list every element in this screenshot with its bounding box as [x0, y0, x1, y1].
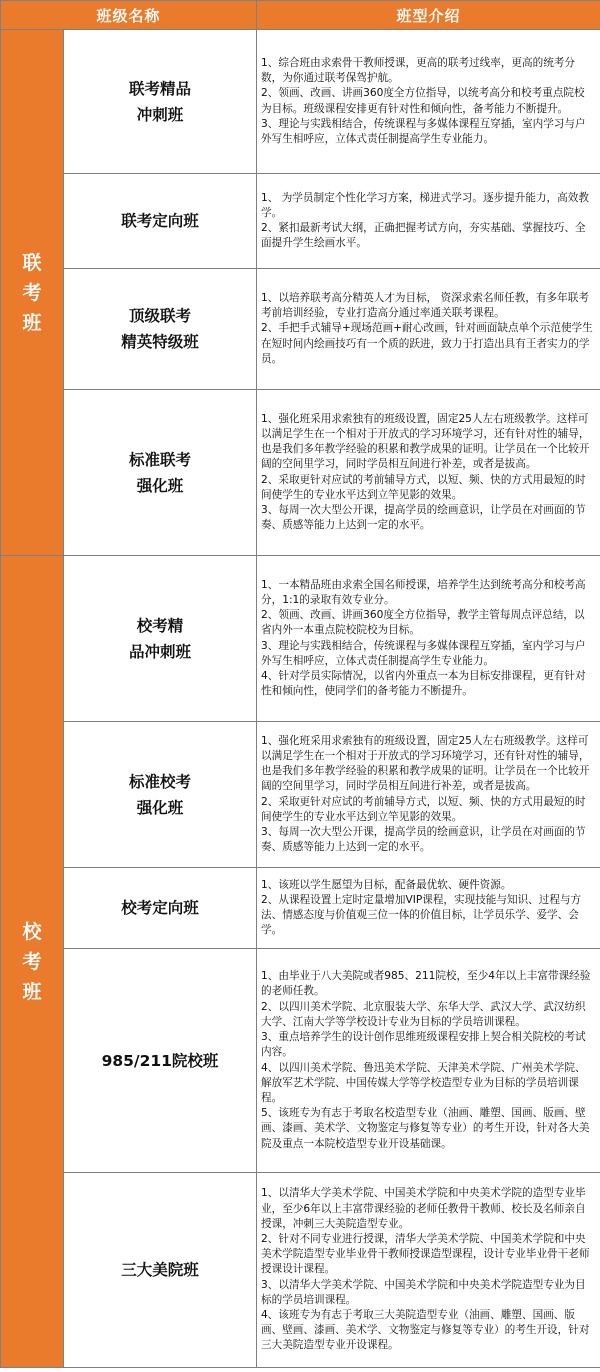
desc-line: 1、强化班采用求索独有的班级设置，固定25人左右班级教学。这样可以满足学生在一个相对于开放式的学习环境学习，还有针对性的辅导，也是我们多年教学经验的积累和教学成果的证明。让学员在一个比较开阔的空间里学习，同时学员相互间进行补差，或者是拔高。 [261, 412, 590, 471]
table-row [1, 1173, 600, 1368]
table-row [1, 30, 600, 174]
desc-line: 4、针对学员实际情况，以省内外重点一本为目标安排课程，更有针对性和倾向性，使同学们的备考能力不断提升。 [261, 669, 586, 698]
desc-line: 2、针对不同专业进行授课，清华大学美术学院、中国美术学院和中央美术学院造型专业毕业骨干教师授课造型课程，设计专业毕业骨干老师授课设计课程。 [261, 1232, 590, 1276]
desc-line: 1、强化班采用求索独有的班级设置，固定25人左右班级教学。这样可以满足学生在一个相对于开放式的学习环境学习，还有针对性的辅导，也是我们多年教学经验的积累和教学成果的证明。让学员在一个比较开阔的空间里学习，同时学员相互间进行补差，或者是拔高。 [261, 734, 590, 793]
table-row [1, 174, 600, 269]
class-name: 联考定向班 [64, 174, 257, 269]
desc-line: 2、领画、改画、讲画360度全方位指导，以统考高分和校考重点院校为目标。班级课程安排更有针对性和倾向性，备考能力不断提升。 [261, 87, 585, 115]
header-class-intro: 班型介绍 [257, 1, 600, 30]
table-row [1, 556, 600, 722]
table-row [1, 269, 600, 390]
class-name: 联考精品 冲刺班 [64, 30, 257, 174]
desc-line: 3、理论与实践相结合，传统课程与多媒体课程互穿插，室内学习与户外写生相呼应，立体式责任制提高学生专业能力。 [261, 639, 586, 667]
table-row [1, 722, 600, 868]
class-name: 顶级联考 精英特级班 [64, 269, 257, 390]
desc-line: 3、每周一次大型公开课，提高学员的绘画意识，让学员在对画面的节奏、质感等能力上达到一定的水平。 [261, 503, 586, 532]
class-description [257, 390, 600, 556]
class-description [257, 269, 600, 390]
header-class-name: 班级名称 [1, 1, 257, 30]
desc-line: 4、该班专为有志于考取三大美院造型专业（油画、雕塑、国画、版画、壁画、漆画、美术学、文物鉴定与修复等专业）的考生开设，针对三大美院造型专业开设课程。 [261, 1309, 590, 1352]
desc-line: 3、理论与实践相结合，传统课程与多媒体课程互穿插，室内学习与户外写生相呼应，立体式责任制提高学生专业能力。 [261, 117, 586, 145]
class-description [257, 174, 600, 269]
desc-line: 2、从课程设置上定时定量增加VIP课程，实现技能与知识、过程与方法、情感态度与价值观三位一体的价值目标，让学员乐学、爱学、会学。 [261, 893, 582, 937]
desc-line: 2、以四川美术学院、北京服装大学、东华大学、武汉大学、武汉纺织大学、江南大学等学校设计专业为目标的学员培训课程。 [261, 1000, 586, 1028]
class-description [257, 868, 600, 949]
class-name: 985/211院校班 [64, 949, 257, 1173]
desc-line: 3、重点培养学生的设计创作思维班级课程安排上契合相关院校的考试内容。 [261, 1031, 586, 1059]
desc-line: 5、该班专为有志于考取名校造型专业（油画、雕塑、国画、版画、壁画、漆画、美术学、文物鉴定与修复等专业）的考生开设，针对各大美院及重点一本院校造型专业开设基础课。 [261, 1107, 590, 1150]
desc-line: 1、一本精品班由求索全国名师授课，培养学生达到统考高分和校考高分，1:1的录取有效专业分。 [261, 578, 586, 606]
table-header-row [1, 1, 600, 30]
class-description [257, 722, 600, 868]
table-row [1, 868, 600, 949]
desc-line: 2、采取更针对应试的考前辅导方式，以短、频、快的方式用最短的时间使学生的专业水平达到立竿见影的效果。 [261, 795, 586, 823]
desc-line: 1、以培养联考高分精英人才为目标， 资深求索名师任教，有多年联考考前培训经验，专业打造高分通过率通关联考课程。 [261, 291, 589, 320]
desc-line: 4、以四川美术学院、鲁迅美术学院、天津美术学院、广州美术学院、解放军艺术学院、中国传媒大学等学校造型专业为目标的学员培训课程。 [261, 1061, 586, 1104]
desc-line: 1、 为学员制定个性化学习方案，梯进式学习。逐步提升能力，高效教学。 [261, 191, 589, 219]
class-description [257, 556, 600, 722]
desc-line: 2、采取更针对应试的考前辅导方式，以短、频、快的方式用最短的时间使学生的专业水平达到立竿见影的效果。 [261, 473, 586, 501]
table-row [1, 390, 600, 556]
desc-line: 1、综合班由求索骨干教师授课，更高的联考过线率，更高的统考分数，为你通过联考保驾护航。 [261, 56, 575, 85]
class-name: 标准联考 强化班 [64, 390, 257, 556]
desc-line: 2、手把手式辅导+现场范画+耐心改画，针对画面缺点单个示范使学生在短时间内绘画技巧有一个质的跃进，致力于打造出具有王者实力的学员。 [261, 322, 593, 365]
class-name: 三大美院班 [64, 1173, 257, 1368]
class-description [257, 1173, 600, 1368]
class-description [257, 949, 600, 1173]
class-name: 校考定向班 [64, 868, 257, 949]
desc-line: 2、领画、改画、讲画360度全方位指导，教学主管每周点评总结，以省内外一本重点院校院校为目标。 [261, 609, 585, 637]
desc-line: 2、紧扣最新考试大纲，正确把握考试方向，夯实基础、掌握技巧、全面提升学生绘画水平。 [261, 222, 586, 250]
desc-line: 1、由毕业于八大美院或者985、211院校，至少4年以上丰富带课经验的老师任教。 [261, 970, 591, 998]
group-label-liankao: 联 考 班 [1, 30, 64, 556]
desc-line: 3、每周一次大型公开课，提高学员的绘画意识，让学员在对画面的节奏、质感等能力上达到一定的水平。 [261, 825, 586, 854]
class-name: 标准校考 强化班 [64, 722, 257, 868]
class-description [257, 30, 600, 174]
table-row [1, 949, 600, 1173]
desc-line: 3、以清华大学美术学院、中国美术学院和中央美术学院造型专业为目标的学员培训课程。 [261, 1278, 586, 1306]
class-name: 校考精 品冲刺班 [64, 556, 257, 722]
desc-line: 1、以清华大学美术学院、中国美术学院和中央美术学院的造型专业毕业，至少6年以上丰富带课经验的老师任教骨干教师、校长及名师亲自授课，冲刺三大美院造型专业。 [261, 1187, 586, 1230]
group-label-xiaokao: 校 考 班 [1, 556, 64, 1368]
desc-line: 1、该班以学生愿望为目标，配备最优软、硬件资源。 [261, 878, 512, 891]
